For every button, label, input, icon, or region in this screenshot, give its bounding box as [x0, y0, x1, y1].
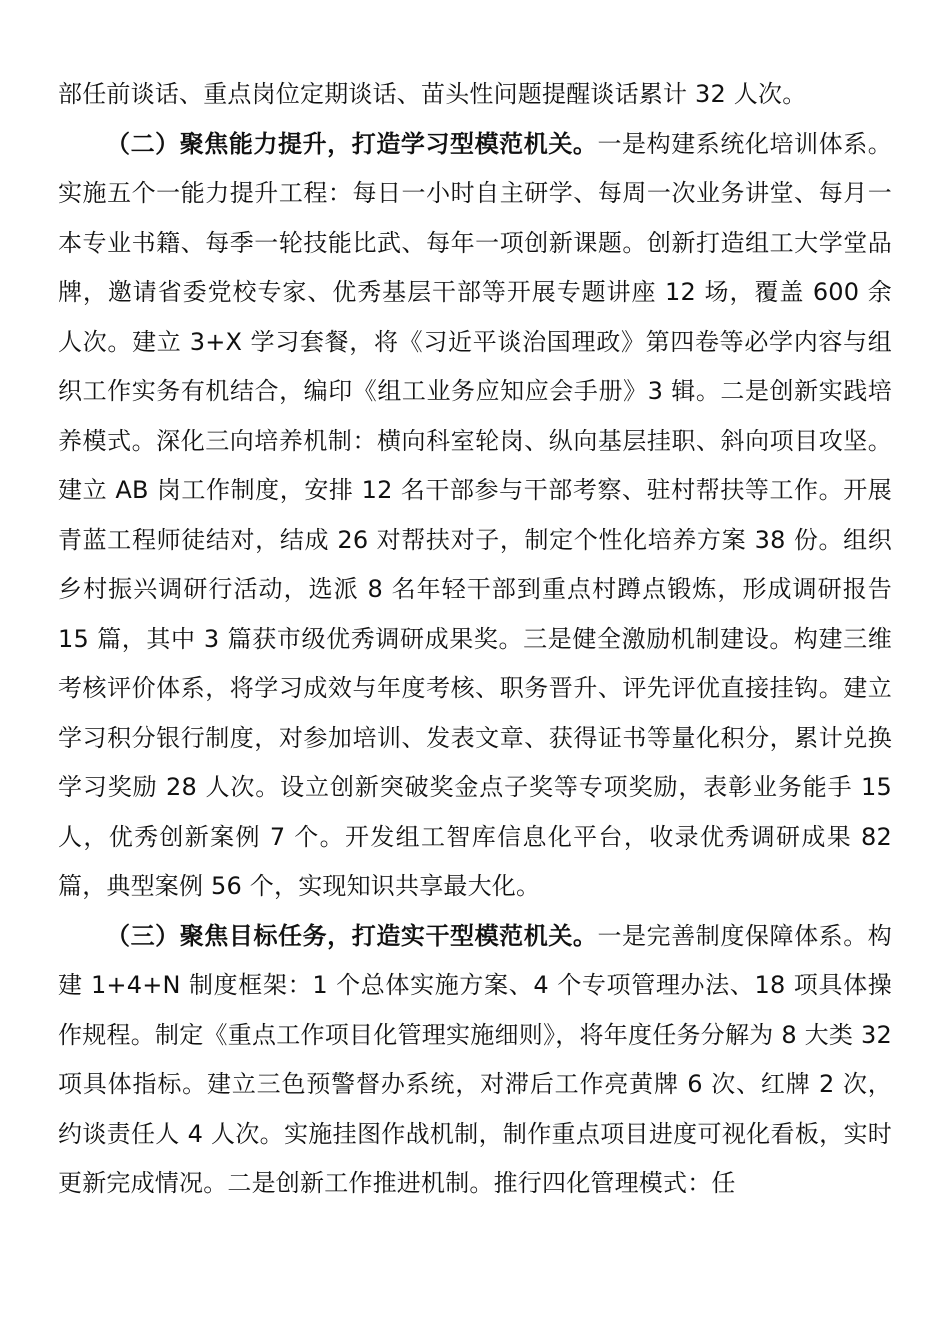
paragraph-continuation	[58, 70, 892, 120]
paragraph-section-three	[58, 912, 892, 1209]
document-body	[58, 70, 892, 1209]
paragraph-text: 一是完善制度保障体系。构建 1+4+N 制度框架：1 个总体实施方案、4 个专项管理办法、18 项具体操作规程。制定《重点工作项目化管理实施细则》，将年度任务分解为 8 大类 32 项具体指标。建立三色预警督办系统，对滞后工作亮黄牌 6 次、红牌 2 次，约谈责任人 4 人次。实施挂图作战机制，制作重点项目进度可视化看板，实时更新完成情况。二是创新工作推进机制。推行四化管理模式：任	[58, 921, 892, 1197]
paragraph-section-two	[58, 120, 892, 912]
paragraph-text: 部任前谈话、重点岗位定期谈话、苗头性问题提醒谈话累计 32 人次。	[58, 80, 807, 108]
section-heading: （三）聚焦目标任务，打造实干型模范机关。	[106, 921, 598, 950]
section-heading: （二）聚焦能力提升，打造学习型模范机关。	[106, 129, 598, 158]
paragraph-text: 一是构建系统化培训体系。实施五个一能力提升工程：每日一小时自主研学、每周一次业务讲堂、每月一本专业书籍、每季一轮技能比武、每年一项创新课题。创新打造组工大学堂品牌，邀请省委党校专家、优秀基层干部等开展专题讲座 12 场，覆盖 600 余人次。建立 3+X 学习套餐，将《习近平谈治国理政》第四卷等必学内容与组织工作实务有机结合，编印《组工业务应知应会手册》3 辑。二是创新实践培养模式。深化三向培养机制：横向科室轮岗、纵向基层挂职、斜向项目攻坚。建立 AB 岗工作制度，安排 12 名干部参与干部考察、驻村帮扶等工作。开展青蓝工程师徒结对，结成 26 对帮扶对子，制定个性化培养方案 38 份。组织乡村振兴调研行活动，选派 8 名年轻干部到重点村蹲点锻炼，形成调研报告 15 篇，其中 3 篇获市级优秀调研成果奖。三是健全激励机制建设。构建三维考核评价体系，将学习成效与年度考核、职务晋升、评先评优直接挂钩。建立学习积分银行制度，对参加培训、发表文章、获得证书等量化积分，累计兑换学习奖励 28 人次。设立创新突破奖金点子奖等专项奖励，表彰业务能手 15 人，优秀创新案例 7 个。开发组工智库信息化平台，收录优秀调研成果 82 篇，典型案例 56 个，实现知识共享最大化。	[58, 129, 892, 900]
